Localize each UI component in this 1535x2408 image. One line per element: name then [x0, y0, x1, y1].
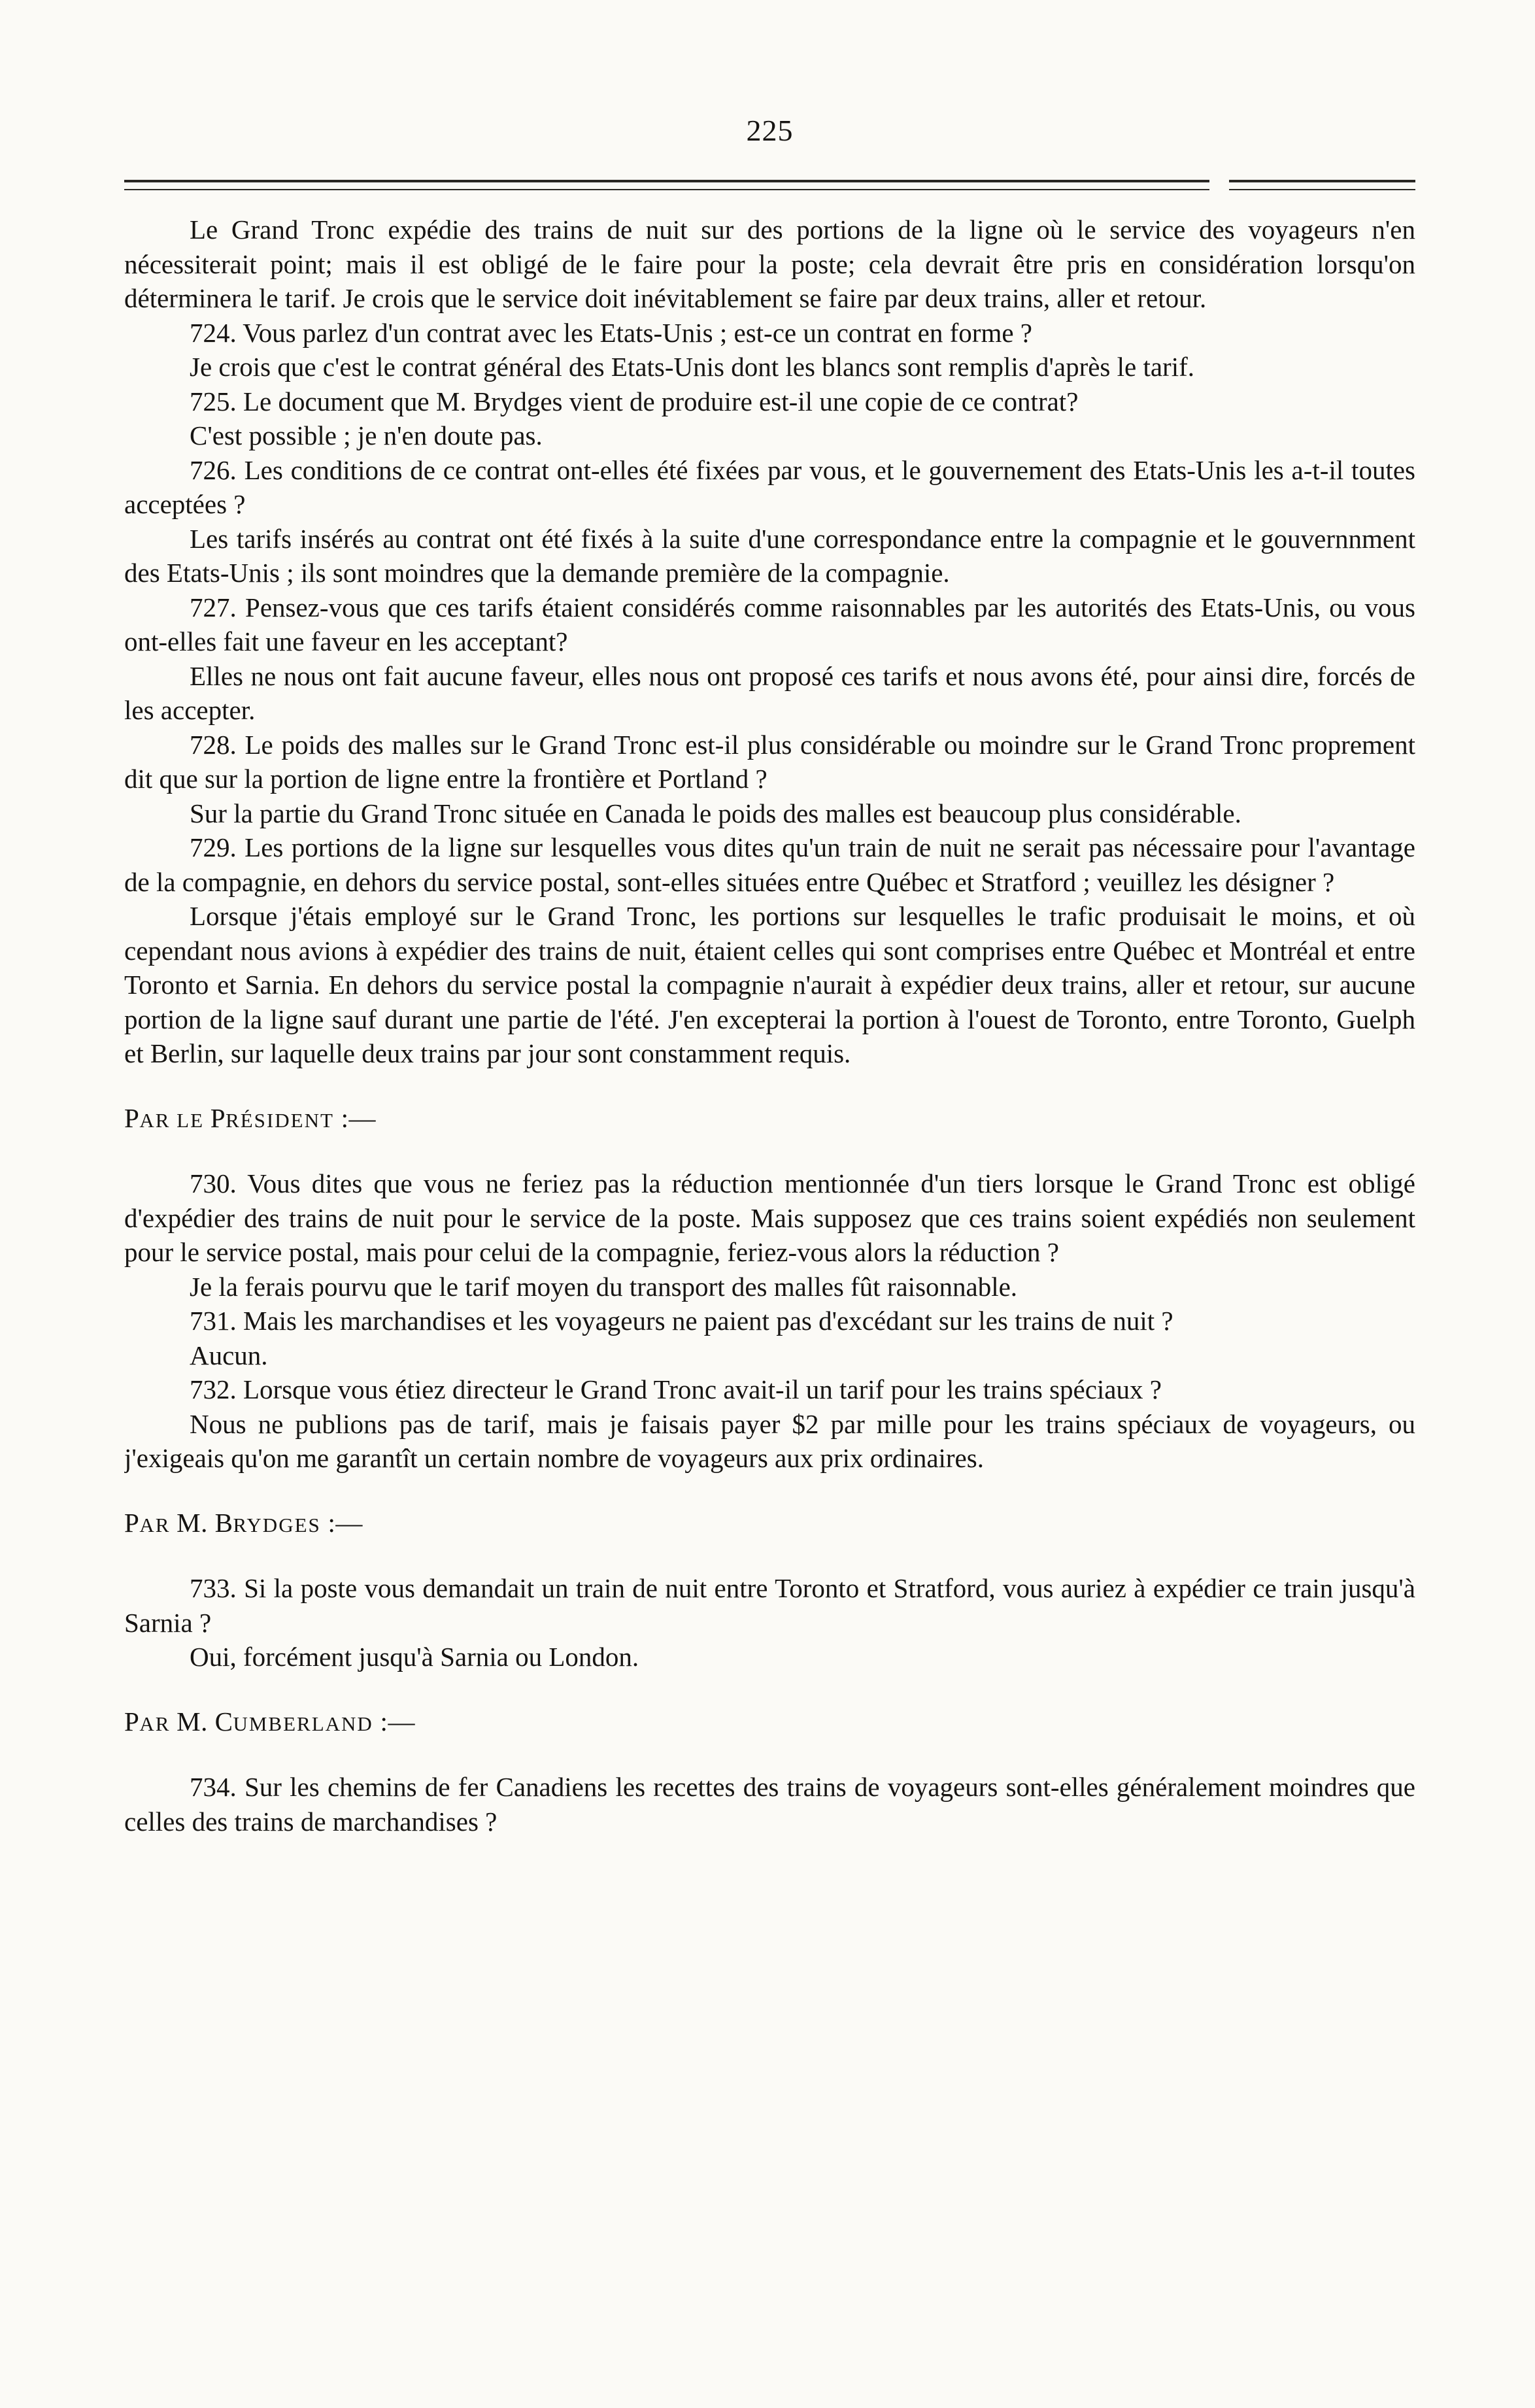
speaker-prefix: P — [124, 1102, 140, 1133]
answer-paragraph: Elles ne nous ont fait aucune faveur, elles nous ont proposé ces tarifs et nous avons été, pour ainsi dire, forcés de les accepter. — [124, 660, 1415, 725]
answer-paragraph: Je crois que c'est le contrat général des Etats-Unis dont les blancs sont remplis d'après le tarif. — [190, 352, 1194, 382]
question-paragraph: 734. Sur les chemins de fer Canadiens les recettes des trains de voyageurs sont-elles généralement moindres que celles des trains de marchandises ? — [124, 1772, 1415, 1837]
speaker-prefix: P — [124, 1706, 140, 1737]
question-paragraph: 732. Lorsque vous étiez directeur le Grand Tronc avait-il un tarif pour les trains spéciaux ? — [190, 1374, 1162, 1404]
question-paragraph: 728. Le poids des malles sur le Grand Tronc est-il plus considérable ou moindre sur le Grand Tronc proprement dit que sur la portion de ligne entre la frontière et Portland ? — [124, 729, 1415, 794]
answer-paragraph: Je la ferais pourvu que le tarif moyen du transport des malles fût raisonnable. — [190, 1271, 1018, 1302]
speaker-suffix: :— — [333, 1102, 377, 1133]
answer-paragraph: Sur la partie du Grand Tronc située en Canada le poids des malles est beaucoup plus considérable. — [190, 798, 1241, 828]
header-rule-right — [1229, 180, 1415, 190]
question-paragraph: 731. Mais les marchandises et les voyageurs ne paient pas d'excédant sur les trains de nuit ? — [190, 1306, 1173, 1336]
header-rule-left — [124, 180, 1209, 190]
speaker-name-initial: M. C — [177, 1706, 233, 1737]
question-paragraph: 724. Vous parlez d'un contrat avec les Etats-Unis ; est-ce un contrat en forme ? — [190, 317, 1032, 348]
question-paragraph: 725. Le document que M. Brydges vient de produire est-il une copie de ce contrat? — [190, 386, 1079, 416]
page-number: 225 — [746, 114, 794, 147]
answer-paragraph: Nous ne publions pas de tarif, mais je faisais payer $2 par mille pour les trains spéciaux de voyageurs, ou j'exigeais qu'on me garantît un certain nombre de voyageurs aux prix ordinaires. — [124, 1408, 1415, 1473]
answer-paragraph: Oui, forcément jusqu'à Sarnia ou London. — [190, 1642, 639, 1672]
testimony-text — [124, 212, 1415, 1839]
document-page — [124, 111, 1415, 2360]
question-paragraph: 727. Pensez-vous que ces tarifs étaient considérés comme raisonnables par les autorités des Etats-Unis, ou vous ont-elles fait une faveur en les acceptant? — [124, 592, 1415, 656]
question-paragraph: 729. Les portions de la ligne sur lesquelles vous dites qu'un train de nuit ne serait pas nécessaire pour l'avantage de la compagnie, en dehors du service postal, sont-elles situées entre Québec et Stratford ; veuillez les désigner ? — [124, 832, 1415, 897]
speaker-heading — [124, 1506, 1415, 1543]
speaker-small: AR LE — [139, 1108, 211, 1132]
header-rule — [124, 180, 1415, 190]
answer-paragraph: Aucun. — [190, 1340, 268, 1370]
speaker-suffix: :— — [320, 1507, 363, 1538]
speaker-name-rest: RÉSIDENT — [226, 1108, 334, 1132]
speaker-prefix: P — [124, 1507, 140, 1538]
speaker-name-rest: UMBERLAND — [233, 1712, 373, 1735]
answer-paragraph: Le Grand Tronc expédie des trains de nuit sur des portions de la ligne où le service des voyageurs n'en nécessiterait point; mais il est obligé de le faire pour la poste; cela devrait être pris en considération lorsqu'on déterminera le tarif. Je crois que le service doit inévitablement se faire par deux trains, aller et retour. — [124, 214, 1415, 313]
answer-paragraph: Lorsque j'étais employé sur le Grand Tronc, les portions sur lesquelles le trafic produisait le moins, et où cependant nous avions à expédier des trains de nuit, étaient celles qui sont comprises entre Québec et Montréal et entre Toronto et Sarnia. En dehors du service postal la compagnie n'aurait à expédier deux trains, aller et retour, sur aucune portion de la ligne sauf durant une partie de l'été. J'en excepterai la portion à l'ouest de Toronto, entre Toronto, Guelph et Berlin, sur laquelle deux trains par jour sont constamment requis. — [124, 901, 1415, 1068]
speaker-heading — [124, 1704, 1415, 1742]
speaker-name-rest: RYDGES — [233, 1513, 321, 1536]
question-paragraph: 726. Les conditions de ce contrat ont-elles été fixées par vous, et le gouvernement des Etats-Unis les a-t-il toutes acceptées ? — [124, 454, 1415, 519]
question-paragraph: 730. Vous dites que vous ne feriez pas la réduction mentionnée d'un tiers lorsque le Grand Tronc est obligé d'expédier des trains de nuit pour le service de la poste. Mais supposez que ces trains soient expédiés non seulement pour le service postal, mais pour celui de la compagnie, feriez-vous alors la réduction ? — [124, 1168, 1415, 1267]
question-paragraph: 733. Si la poste vous demandait un train de nuit entre Toronto et Stratford, vous auriez à expédier ce train jusqu'à Sarnia ? — [124, 1573, 1415, 1638]
answer-paragraph: Les tarifs insérés au contrat ont été fixés à la suite d'une correspondance entre la compagnie et le gouvernnment des Etats-Unis ; ils sont moindres que la demande première de la compagnie. — [124, 523, 1415, 588]
speaker-heading — [124, 1101, 1415, 1138]
speaker-small: AR — [139, 1513, 177, 1536]
speaker-name-initial: M. B — [177, 1507, 233, 1538]
speaker-suffix: :— — [373, 1706, 415, 1737]
answer-paragraph: C'est possible ; je n'en doute pas. — [190, 420, 543, 450]
speaker-small: AR — [139, 1712, 177, 1735]
speaker-name-initial: P — [210, 1102, 226, 1133]
